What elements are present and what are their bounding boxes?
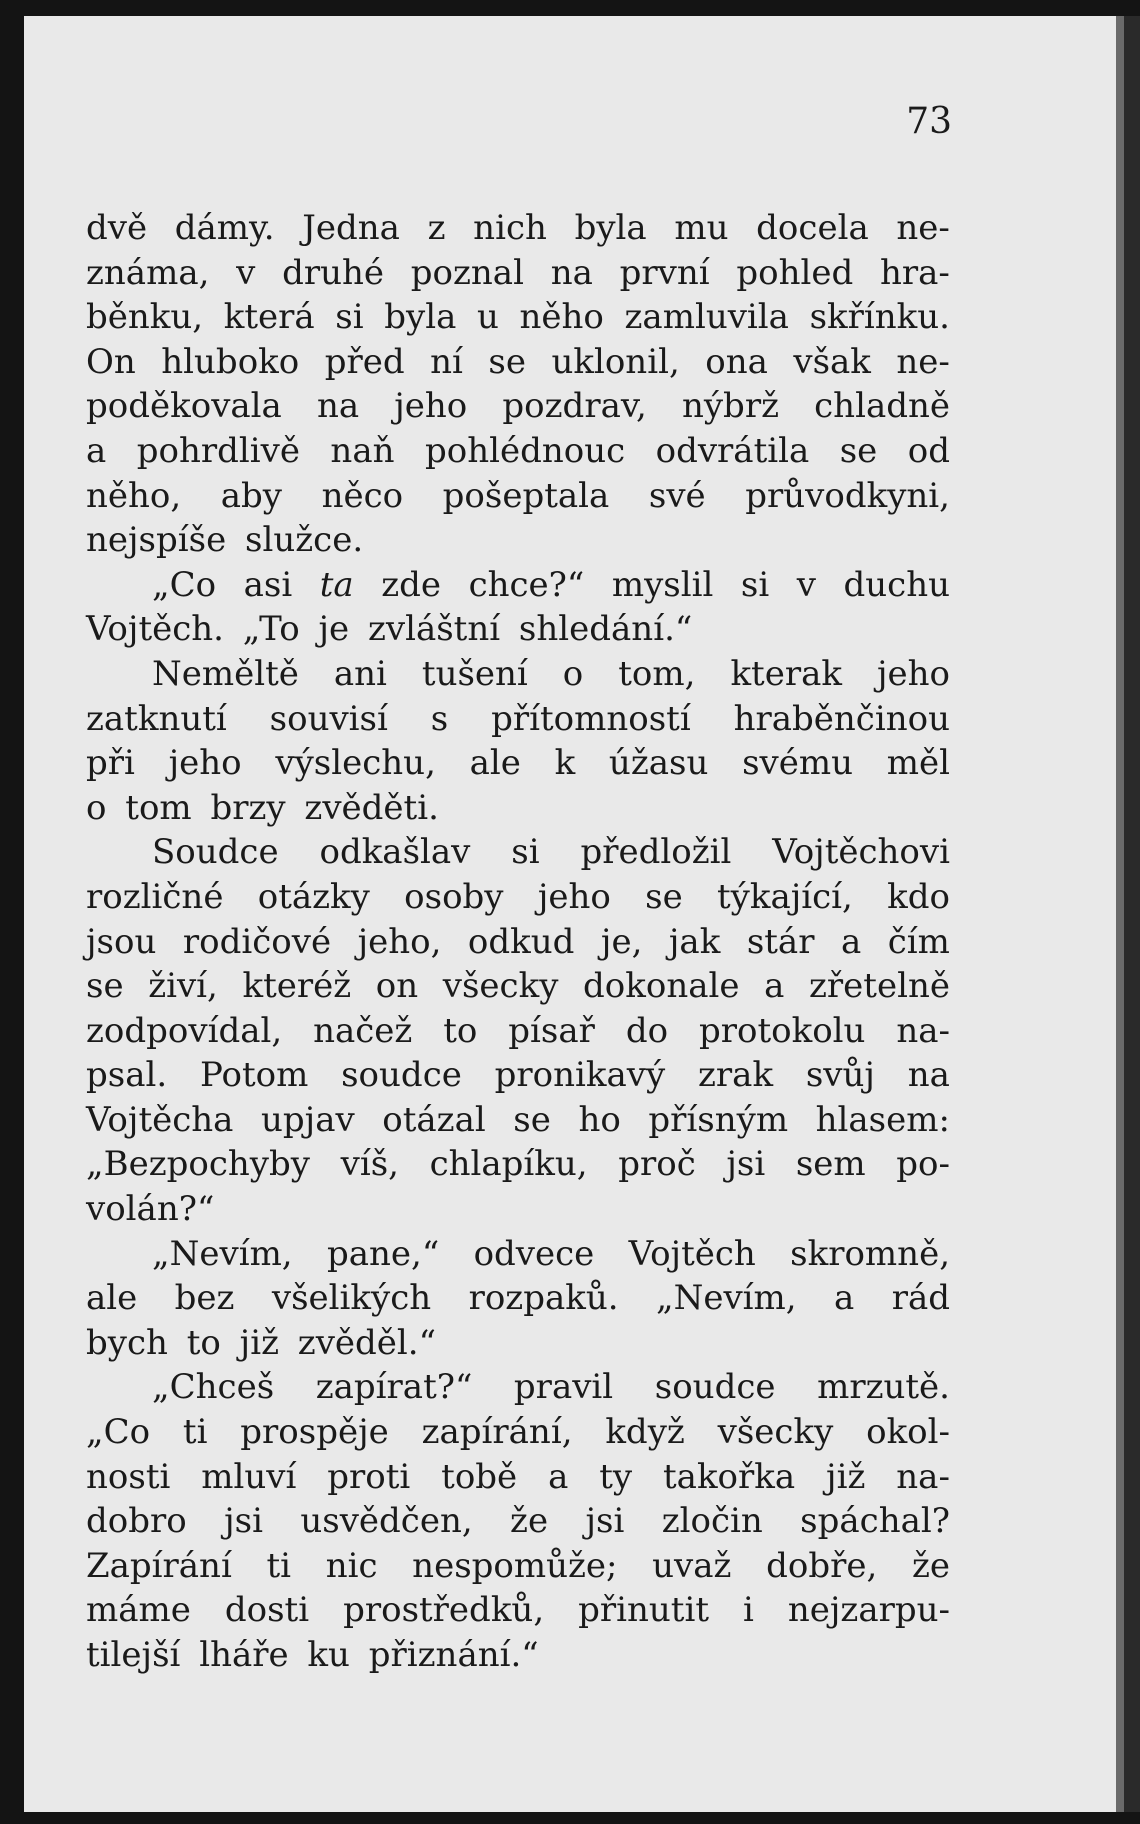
word: pravil bbox=[513, 1367, 614, 1408]
word: jsi bbox=[224, 1501, 263, 1542]
word: druhé bbox=[282, 252, 385, 293]
word: zapírat?“ bbox=[315, 1367, 473, 1408]
word: pohlédnouc bbox=[424, 430, 626, 471]
word: že bbox=[911, 1545, 950, 1586]
word: se bbox=[645, 876, 683, 917]
word: úžasu bbox=[608, 743, 709, 784]
text-line-content: nejspíše služce. bbox=[86, 520, 364, 561]
word: živí, bbox=[148, 966, 218, 1007]
word: dvě bbox=[86, 208, 148, 248]
word: si bbox=[335, 297, 364, 338]
word: Zapírání bbox=[86, 1545, 232, 1586]
word: ty bbox=[599, 1456, 633, 1497]
word: tobě bbox=[441, 1456, 518, 1497]
word: všecky bbox=[442, 966, 559, 1007]
text-line bbox=[86, 340, 950, 385]
word: na bbox=[907, 1055, 950, 1096]
word: to bbox=[443, 1010, 478, 1051]
text-line bbox=[86, 1588, 950, 1633]
word: předložil bbox=[580, 832, 732, 873]
word: psal. bbox=[86, 1055, 168, 1096]
text-line bbox=[86, 1321, 950, 1366]
word: usvědčen, bbox=[300, 1501, 473, 1542]
word: „Bezpochyby bbox=[86, 1144, 310, 1185]
text-line bbox=[86, 830, 950, 875]
word: ani bbox=[333, 653, 387, 694]
word: víš, bbox=[340, 1144, 399, 1185]
word: jsi bbox=[585, 1501, 625, 1542]
text-line-content: Vojtěch. „To je zvláštní shledání.“ bbox=[86, 609, 693, 650]
word: na bbox=[550, 252, 593, 293]
word: po- bbox=[896, 1144, 950, 1185]
word: Neměltě bbox=[152, 653, 299, 694]
word: ní bbox=[430, 341, 463, 382]
word: chlapíku, bbox=[429, 1144, 588, 1185]
word: své bbox=[648, 475, 706, 516]
word: něco bbox=[321, 475, 404, 516]
word: již bbox=[826, 1456, 866, 1497]
word: poděkovala bbox=[86, 386, 282, 427]
text-line-content: volán?“ bbox=[86, 1189, 215, 1230]
word: týkající, bbox=[716, 876, 853, 917]
word: protokolu bbox=[698, 1010, 866, 1051]
word: zatknutí bbox=[86, 698, 227, 739]
word: sem bbox=[795, 1144, 866, 1185]
word: dobře, bbox=[766, 1545, 878, 1586]
word: se bbox=[839, 430, 878, 471]
word: však bbox=[793, 341, 871, 382]
word: před bbox=[324, 341, 405, 382]
word: on bbox=[375, 966, 419, 1007]
word: do bbox=[625, 1010, 669, 1051]
word: zamluvila bbox=[624, 297, 789, 338]
word: písař bbox=[508, 1010, 595, 1051]
text-line bbox=[86, 251, 950, 296]
word: dobro bbox=[86, 1501, 187, 1542]
word: odvrátila bbox=[655, 430, 810, 471]
word: a bbox=[548, 1456, 569, 1497]
text-line bbox=[86, 1633, 950, 1678]
word: odvece bbox=[473, 1233, 595, 1274]
word: poznal bbox=[410, 252, 524, 293]
text-line bbox=[86, 920, 950, 965]
word: ona bbox=[705, 341, 768, 382]
text-line bbox=[86, 786, 950, 831]
text-line bbox=[86, 1009, 950, 1054]
word: jeho bbox=[537, 876, 611, 917]
word: něho, bbox=[86, 475, 182, 516]
page-edge bbox=[1116, 16, 1124, 1812]
word: přísným bbox=[648, 1099, 789, 1140]
text-line bbox=[86, 1053, 950, 1098]
word: průvodkyni, bbox=[745, 475, 950, 516]
word: mu bbox=[674, 208, 729, 248]
text-line bbox=[86, 474, 950, 519]
word: otázky bbox=[257, 876, 370, 917]
word: když bbox=[605, 1412, 685, 1453]
word: okol- bbox=[866, 1412, 950, 1453]
word: pronikavý bbox=[494, 1055, 666, 1096]
word: běnku, bbox=[86, 297, 204, 338]
page-number: 73 bbox=[906, 101, 952, 142]
word: s bbox=[430, 698, 449, 739]
text-line bbox=[86, 741, 950, 786]
word: hra- bbox=[879, 252, 950, 293]
word: skromně, bbox=[790, 1233, 950, 1274]
text-line bbox=[86, 1544, 950, 1589]
word: rozpaků. bbox=[468, 1278, 619, 1319]
word: zde bbox=[381, 564, 442, 605]
text-line-content: tilejší lháře ku přiznání.“ bbox=[86, 1635, 539, 1675]
word: chladně bbox=[814, 386, 950, 427]
word: čím bbox=[887, 921, 950, 962]
word: byla bbox=[574, 208, 647, 248]
text-line bbox=[86, 384, 950, 429]
text-line bbox=[86, 1187, 950, 1232]
word: naň bbox=[330, 430, 395, 471]
word: je, bbox=[600, 921, 643, 962]
word: prostředků, bbox=[343, 1590, 545, 1631]
word: Vojtěchovi bbox=[772, 832, 950, 873]
word: upjav bbox=[261, 1099, 355, 1140]
word: nich bbox=[473, 208, 547, 248]
word: dámy. bbox=[174, 208, 275, 248]
word: a bbox=[834, 1278, 855, 1319]
word: jeho bbox=[394, 386, 468, 427]
word: hraběnčinou bbox=[733, 698, 950, 739]
word: dokonale bbox=[583, 966, 740, 1007]
text-line bbox=[86, 518, 950, 563]
word: „Co bbox=[152, 564, 217, 605]
text-line bbox=[86, 1098, 950, 1143]
word: že bbox=[510, 1501, 549, 1542]
word: myslil bbox=[611, 564, 714, 605]
word: Vojtěcha bbox=[86, 1099, 234, 1140]
word: zapírání, bbox=[421, 1412, 573, 1453]
text-line bbox=[86, 429, 950, 474]
word: ale bbox=[469, 743, 521, 784]
word: ti bbox=[266, 1545, 292, 1586]
word: souvisí bbox=[269, 698, 388, 739]
text-line bbox=[86, 1142, 950, 1187]
word: uvaž bbox=[652, 1545, 732, 1586]
text-line bbox=[86, 206, 950, 251]
word: při bbox=[86, 743, 135, 784]
word: Soudce bbox=[152, 832, 279, 873]
text-line bbox=[86, 697, 950, 742]
word: rád bbox=[891, 1278, 950, 1319]
word: „Chceš bbox=[152, 1367, 275, 1408]
word: i bbox=[742, 1590, 754, 1631]
word: jsi bbox=[726, 1144, 766, 1185]
word: osoby bbox=[404, 876, 504, 917]
word: ne- bbox=[896, 208, 950, 248]
word: pohled bbox=[736, 252, 854, 293]
word: ale bbox=[86, 1278, 138, 1319]
word: na bbox=[316, 386, 360, 427]
word: a bbox=[764, 966, 785, 1007]
word: jak bbox=[668, 921, 721, 962]
word: nosti bbox=[86, 1456, 171, 1497]
word: něho bbox=[519, 297, 604, 338]
word: chce?“ bbox=[468, 564, 585, 605]
word: pošeptala bbox=[442, 475, 610, 516]
text-line bbox=[86, 875, 950, 920]
word: skřínku. bbox=[809, 297, 950, 338]
body-text bbox=[86, 206, 950, 1678]
word: jeho bbox=[168, 743, 242, 784]
word: pane,“ bbox=[326, 1233, 440, 1274]
word: se bbox=[488, 341, 526, 382]
word: zrak bbox=[698, 1055, 774, 1096]
word: rozličné bbox=[86, 876, 224, 917]
word: kdo bbox=[887, 876, 950, 917]
word: spáchal? bbox=[800, 1501, 950, 1542]
text-line-content: o tom brzy zvěděti. bbox=[86, 787, 439, 828]
word: „Nevím, bbox=[655, 1278, 797, 1319]
text-line bbox=[86, 563, 950, 608]
word: mrzutě. bbox=[817, 1367, 950, 1408]
word: aby bbox=[220, 475, 283, 516]
word: si bbox=[511, 832, 540, 873]
word: ne- bbox=[896, 341, 950, 382]
word: kterak bbox=[730, 653, 842, 694]
text-line bbox=[86, 1455, 950, 1500]
word: proč bbox=[618, 1144, 696, 1185]
word: takořka bbox=[663, 1456, 796, 1497]
word: rodičové bbox=[182, 921, 332, 962]
word: ho bbox=[578, 1099, 621, 1140]
word: stár bbox=[746, 921, 815, 962]
word: prospěje bbox=[240, 1412, 389, 1453]
word: v bbox=[236, 252, 256, 293]
word: načež bbox=[313, 1010, 413, 1051]
word: zodpovídal, bbox=[86, 1010, 283, 1051]
word: soudce bbox=[654, 1367, 776, 1408]
word: mluví bbox=[201, 1456, 297, 1497]
word: Jedna bbox=[302, 208, 400, 248]
word: pozdrav, bbox=[502, 386, 647, 427]
word: otázal bbox=[382, 1099, 486, 1140]
word: asi bbox=[243, 564, 293, 605]
word: nýbrž bbox=[681, 386, 779, 427]
word: Potom bbox=[199, 1055, 309, 1096]
text-line bbox=[86, 1232, 950, 1277]
word: ti bbox=[182, 1412, 208, 1453]
text-line bbox=[86, 1410, 950, 1455]
word: z bbox=[427, 208, 446, 248]
word: v bbox=[796, 564, 816, 605]
word: se bbox=[86, 966, 124, 1007]
word: ta bbox=[319, 564, 354, 605]
word: přinutit bbox=[578, 1590, 709, 1631]
word: dosti bbox=[224, 1590, 310, 1631]
word: tom, bbox=[618, 653, 696, 694]
word: se bbox=[513, 1099, 551, 1140]
text-line bbox=[86, 1276, 950, 1321]
word: a bbox=[86, 430, 107, 471]
word: tušení bbox=[421, 653, 528, 694]
word: přítomností bbox=[491, 698, 691, 739]
text-line-content: bych to již zvěděl.“ bbox=[86, 1322, 436, 1363]
word: si bbox=[740, 564, 770, 605]
word: od bbox=[907, 430, 950, 471]
word: hlasem: bbox=[815, 1099, 950, 1140]
word: „Nevím, bbox=[152, 1233, 293, 1274]
word: odkud bbox=[467, 921, 575, 962]
word: o bbox=[562, 653, 584, 694]
word: jeho, bbox=[357, 921, 442, 962]
word: která bbox=[223, 297, 315, 338]
word: On bbox=[86, 341, 136, 382]
text-line bbox=[86, 1499, 950, 1544]
word: nic bbox=[325, 1545, 378, 1586]
word: u bbox=[476, 297, 499, 338]
word: docela bbox=[756, 208, 869, 248]
word: jeho bbox=[876, 653, 950, 694]
word: „Co bbox=[86, 1412, 151, 1453]
word: svůj bbox=[805, 1055, 875, 1096]
word: kteréž bbox=[242, 966, 352, 1007]
word: svému bbox=[742, 743, 853, 784]
word: první bbox=[619, 252, 710, 293]
word: zřetelně bbox=[809, 966, 950, 1007]
word: odkašlav bbox=[319, 832, 471, 873]
text-line bbox=[86, 295, 950, 340]
word: hluboko bbox=[161, 341, 300, 382]
word: nejzarpu- bbox=[787, 1590, 950, 1631]
word: Vojtěch bbox=[628, 1233, 756, 1274]
page-binding-shadow bbox=[1124, 16, 1140, 1812]
word: všelikých bbox=[271, 1278, 432, 1319]
word: měl bbox=[886, 743, 950, 784]
word: na- bbox=[896, 1456, 950, 1497]
text-line bbox=[86, 607, 950, 652]
text-line bbox=[86, 964, 950, 1009]
word: soudce bbox=[341, 1055, 462, 1096]
word: výslechu, bbox=[275, 743, 436, 784]
word: zločin bbox=[661, 1501, 763, 1542]
word: máme bbox=[86, 1590, 191, 1631]
word: byla bbox=[384, 297, 457, 338]
word: bez bbox=[174, 1278, 235, 1319]
text-line bbox=[86, 652, 950, 697]
word: proti bbox=[327, 1456, 411, 1497]
word: a bbox=[840, 921, 862, 962]
word: duchu bbox=[843, 564, 950, 605]
word: všecky bbox=[717, 1412, 834, 1453]
word: pohrdlivě bbox=[136, 430, 300, 471]
word: k bbox=[554, 743, 576, 784]
word: známa, bbox=[86, 252, 210, 293]
text-line bbox=[86, 1365, 950, 1410]
word: uklonil, bbox=[551, 341, 680, 382]
word: na- bbox=[896, 1010, 950, 1051]
word: jsou bbox=[86, 921, 157, 962]
word: nespomůže; bbox=[412, 1545, 618, 1586]
